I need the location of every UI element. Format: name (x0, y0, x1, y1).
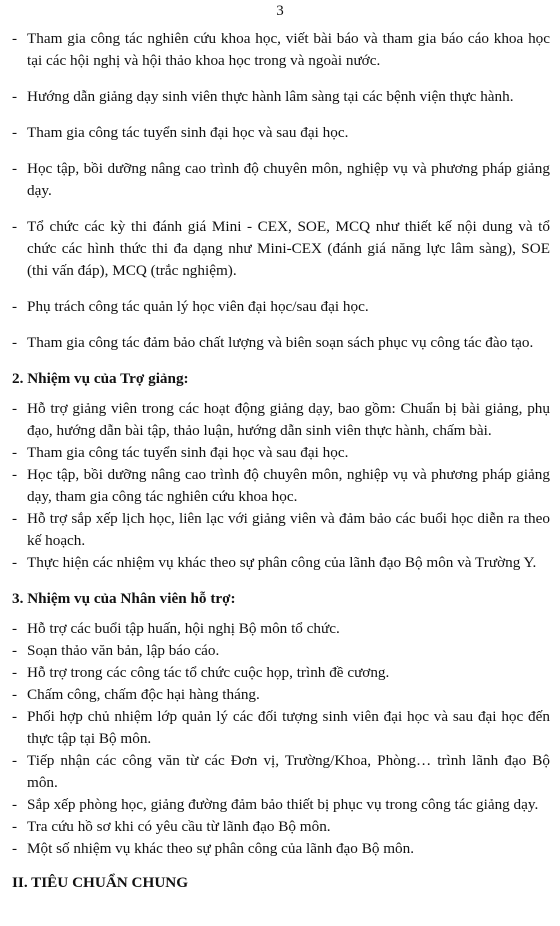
section2-heading: 2. Nhiệm vụ của Trợ giảng: (12, 370, 189, 387)
page-number: 3 (276, 3, 284, 19)
list-item: - Soạn thảo văn bản, lập báo cáo. (12, 642, 220, 659)
list-item: - Hỗ trợ trong các công tác tổ chức cuộc họp, trình đề cương. (12, 664, 390, 681)
list-item: - Học tập, bồi dưỡng nâng cao trình độ chuyên môn, nghiệp vụ và phương pháp giảng dạy. (12, 160, 550, 199)
section3-list (12, 618, 550, 860)
list-item: - Tham gia công tác tuyển sinh đại học và sau đại học. (12, 444, 349, 461)
list-item: - Tham gia công tác nghiên cứu khoa học, viết bài báo và tham gia báo cáo khoa học tại các hội nghị và hội thảo khoa học trong và ngoài nước. (12, 30, 550, 69)
list-item: - Hướng dẫn giảng dạy sinh viên thực hành lâm sàng tại các bệnh viện thực hành. (12, 88, 514, 105)
list-item: - Học tập, bồi dưỡng nâng cao trình độ chuyên môn, nghiệp vụ và phương pháp giảng dạy, tham gia công tác nghiên cứu khoa học. (12, 466, 550, 505)
section1-list (12, 28, 550, 354)
list-item: - Phối hợp chủ nhiệm lớp quản lý các đối tượng sinh viên đại học và sau đại học đến thực tập tại Bộ môn. (12, 708, 550, 747)
list-item: - Thực hiện các nhiệm vụ khác theo sự phân công của lãnh đạo Bộ môn và Trường Y. (12, 554, 537, 571)
list-item: - Tiếp nhận các công văn từ các Đơn vị, Trường/Khoa, Phòng… trình lãnh đạo Bộ môn. (12, 752, 550, 791)
list-item: - Hỗ trợ sắp xếp lịch học, liên lạc với giảng viên và đảm bảo các buổi học diễn ra theo kế hoạch. (12, 510, 550, 549)
list-item: - Sắp xếp phòng học, giảng đường đảm bảo thiết bị phục vụ trong công tác giảng dạy. (12, 796, 539, 813)
section3-heading: 3. Nhiệm vụ của Nhân viên hỗ trợ: (12, 590, 236, 607)
section2-list (12, 398, 550, 574)
list-item: - Một số nhiệm vụ khác theo sự phân công của lãnh đạo Bộ môn. (12, 840, 415, 857)
list-item: - Tra cứu hồ sơ khi có yêu cầu từ lãnh đạo Bộ môn. (12, 818, 331, 835)
list-item: - Tham gia công tác tuyển sinh đại học và sau đại học. (12, 124, 349, 141)
document-body (12, 28, 550, 894)
list-item: - Hỗ trợ các buổi tập huấn, hội nghị Bộ môn tổ chức. (12, 620, 340, 637)
list-item: - Chấm công, chấm độc hại hàng tháng. (12, 686, 260, 703)
list-item: - Hỗ trợ giảng viên trong các hoạt động giảng dạy, bao gồm: Chuẩn bị bài giảng, phụ đạo, hướng dẫn bài tập, thảo luận, hướng dẫn sinh viên thực hành, chấm bài. (12, 400, 550, 439)
list-item: - Tham gia công tác đảm bảo chất lượng và biên soạn sách phục vụ công tác đào tạo. (12, 334, 534, 351)
list-item: - Phụ trách công tác quản lý học viên đại học/sau đại học. (12, 298, 369, 315)
section-ii-heading: II. TIÊU CHUẨN CHUNG (12, 874, 189, 891)
list-item: - Tổ chức các kỳ thi đánh giá Mini - CEX, SOE, MCQ như thiết kế nội dung và tổ chức các hình thức thi đa dạng như Mini-CEX (đánh giá năng lực lâm sàng), SOE (thi vấn đáp), MCQ (trắc nghiệm). (12, 218, 550, 279)
